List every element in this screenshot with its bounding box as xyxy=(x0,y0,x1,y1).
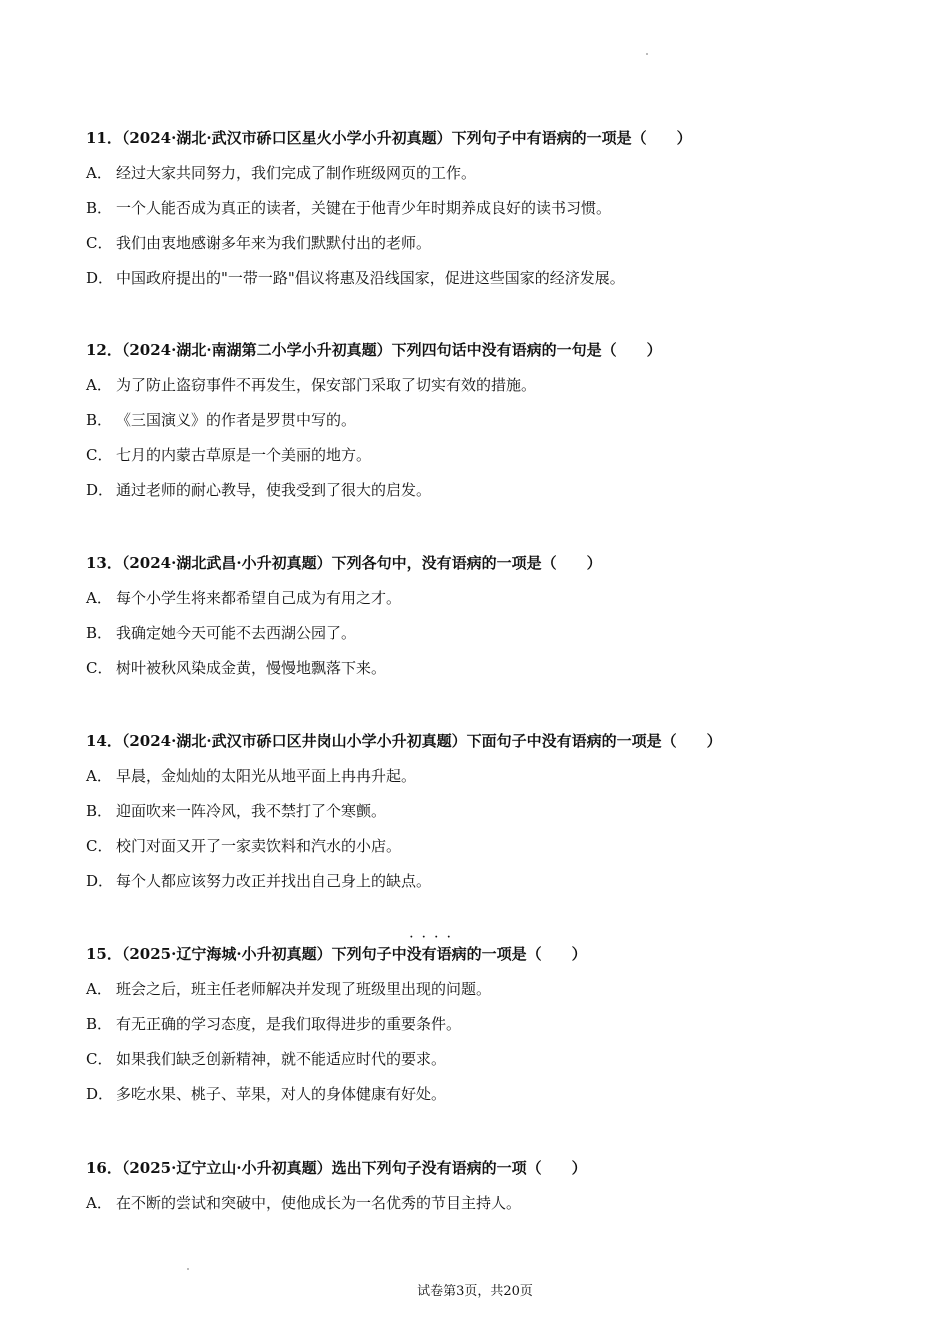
option-letter: A． xyxy=(86,589,112,607)
option-letter: A． xyxy=(86,164,112,182)
scan-mark-top xyxy=(646,53,648,55)
option-text: 有无正确的学习态度，是我们取得进步的重要条件。 xyxy=(116,1015,462,1033)
option-b[interactable] xyxy=(86,799,866,823)
option-letter: D． xyxy=(86,481,114,499)
option-text: 班会之后，班主任老师解决并发现了班级里出现的问题。 xyxy=(116,980,492,998)
option-text: 在不断的尝试和突破中，使他成长为一名优秀的节目主持人。 xyxy=(116,1194,522,1212)
option-text: 迎面吹来一阵冷风，我不禁打了个寒颤。 xyxy=(116,802,387,820)
option-text: 如果我们缺乏创新精神，就不能适应时代的要求。 xyxy=(116,1050,447,1068)
option-b[interactable] xyxy=(86,196,866,220)
question-stem: 16．（2025·辽宁立山·小升初真题）选出下列句子没有语病的一项（ ） xyxy=(86,1159,587,1177)
option-text: 树叶被秋风染成金黄，慢慢地飘落下来。 xyxy=(116,659,387,677)
question-stem: 11．（2024·湖北·武汉市硚口区星火小学小升初真题）下列句子中有语病的一项是（ ） xyxy=(86,129,692,147)
option-text: 每个小学生将来都希望自己成为有用之才。 xyxy=(116,589,402,607)
option-a[interactable] xyxy=(86,1191,866,1215)
option-letter: B． xyxy=(86,624,113,642)
stem-before: 15．（2025·辽宁海城·小升初真题）下列句子中 xyxy=(86,945,407,963)
question-stem: 12．（2024·湖北·南湖第二小学小升初真题）下列四句话中没有语病的一句是（ ） xyxy=(86,341,662,359)
option-text: 我们由衷地感谢多年来为我们默默付出的老师。 xyxy=(116,234,432,252)
scan-mark-bottom xyxy=(187,1268,189,1270)
option-text: 为了防止盗窃事件不再发生，保安部门采取了切实有效的措施。 xyxy=(116,376,537,394)
option-letter: D． xyxy=(86,269,114,287)
option-text: 通过老师的耐心教导，使我受到了很大的启发。 xyxy=(116,481,432,499)
option-text: 经过大家共同努力，我们完成了制作班级网页的工作。 xyxy=(116,164,477,182)
option-b[interactable] xyxy=(86,621,866,645)
question-16 xyxy=(86,1156,866,1215)
option-letter: A． xyxy=(86,376,112,394)
option-a[interactable] xyxy=(86,764,866,788)
stem-after: 的一项是（ ） xyxy=(466,945,587,963)
emphasis-dots: ···· xyxy=(409,932,460,943)
emphasized-phrase xyxy=(406,932,467,966)
option-text: 《三国演义》的作者是罗贯中写的。 xyxy=(116,411,357,429)
question-13 xyxy=(86,551,866,680)
question-14 xyxy=(86,729,866,893)
option-c[interactable] xyxy=(86,834,866,858)
option-letter: D． xyxy=(86,1085,114,1103)
page-footer: 试卷第3页，共20页 xyxy=(417,1284,533,1299)
option-text: 一个人能否成为真正的读者，关键在于他青少年时期养成良好的读书习惯。 xyxy=(116,199,612,217)
option-letter: C． xyxy=(86,1050,113,1068)
option-c[interactable] xyxy=(86,1047,866,1071)
option-letter: B． xyxy=(86,199,113,217)
question-stem: 14．（2024·湖北·武汉市硚口区井岗山小学小升初真题）下面句子中没有语病的一项是（ ） xyxy=(86,732,722,750)
option-letter: B． xyxy=(86,1015,113,1033)
option-letter: A． xyxy=(86,1194,112,1212)
option-letter: C． xyxy=(86,234,113,252)
option-a[interactable] xyxy=(86,161,866,185)
option-a[interactable] xyxy=(86,977,866,1001)
question-stem xyxy=(86,932,866,966)
option-letter: B． xyxy=(86,411,113,429)
question-stem: 13．（2024·湖北武昌·小升初真题）下列各句中，没有语病的一项是（ ） xyxy=(86,554,602,572)
option-b[interactable] xyxy=(86,408,866,432)
option-b[interactable] xyxy=(86,1012,866,1036)
option-text: 我确定她今天可能不去西湖公园了。 xyxy=(116,624,357,642)
option-d[interactable] xyxy=(86,1082,866,1106)
option-c[interactable] xyxy=(86,231,866,255)
option-d[interactable] xyxy=(86,266,866,290)
option-text: 七月的内蒙古草原是一个美丽的地方。 xyxy=(116,446,372,464)
option-text: 早晨，金灿灿的太阳光从地平面上冉冉升起。 xyxy=(116,767,417,785)
option-text: 每个人都应该努力改正并找出自己身上的缺点。 xyxy=(116,872,432,890)
option-letter: C． xyxy=(86,837,113,855)
option-letter: A． xyxy=(86,767,112,785)
option-text: 多吃水果、桃子、苹果，对人的身体健康有好处。 xyxy=(116,1085,447,1103)
option-a[interactable] xyxy=(86,373,866,397)
option-d[interactable] xyxy=(86,478,866,502)
option-text: 中国政府提出的"一带一路"倡议将惠及沿线国家，促进这些国家的经济发展。 xyxy=(116,269,625,287)
option-c[interactable] xyxy=(86,656,866,680)
option-letter: D． xyxy=(86,872,114,890)
option-letter: A． xyxy=(86,980,112,998)
option-d[interactable] xyxy=(86,869,866,893)
question-11 xyxy=(86,126,866,290)
option-letter: C． xyxy=(86,659,113,677)
question-12 xyxy=(86,338,866,502)
option-c[interactable] xyxy=(86,443,866,467)
option-letter: C． xyxy=(86,446,113,464)
option-letter: B． xyxy=(86,802,113,820)
option-text: 校门对面又开了一家卖饮料和汽水的小店。 xyxy=(116,837,402,855)
emphasis-text: 没有语病 xyxy=(406,945,467,963)
question-15 xyxy=(86,932,866,1106)
option-a[interactable] xyxy=(86,586,866,610)
